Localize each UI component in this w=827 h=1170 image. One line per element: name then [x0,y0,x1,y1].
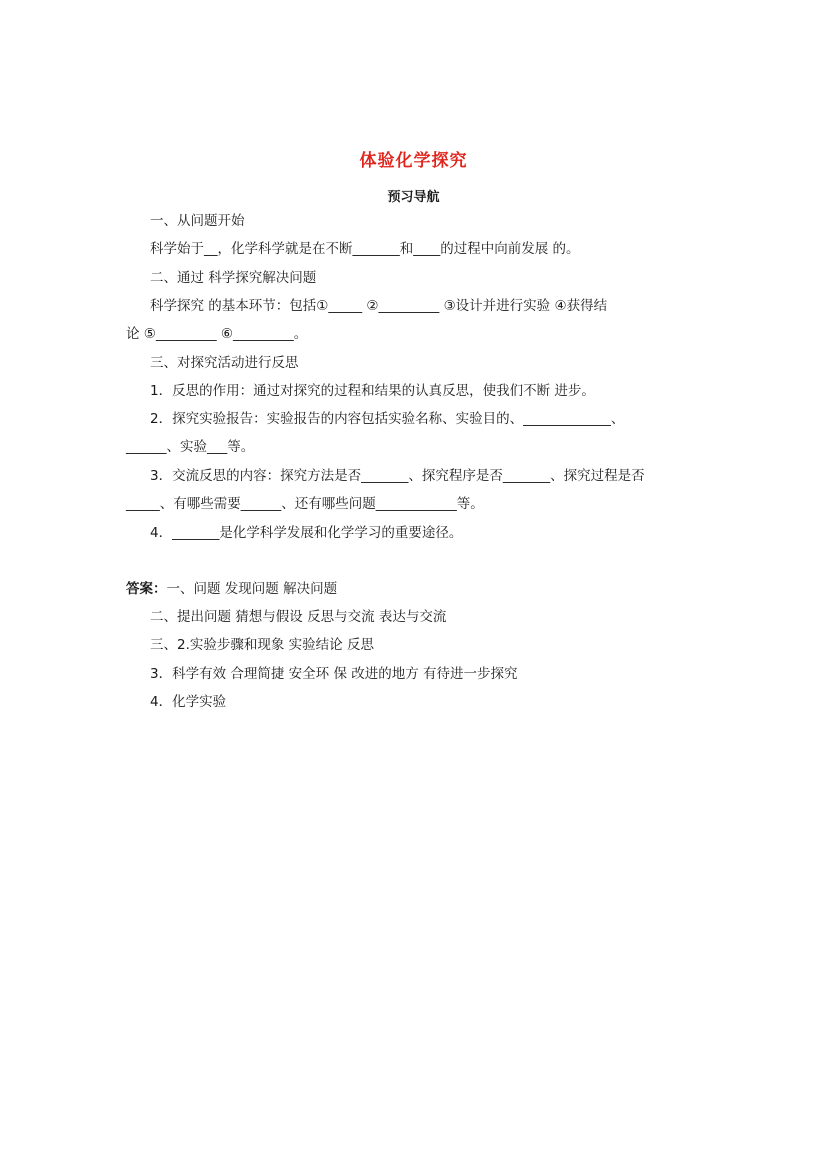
heading-2: 二、通过 科学探究解决问题 [150,270,317,286]
paragraph-line: 1．反思的作用：通过对探究的过程和结果的认真反思，使我们不断 进步。 [150,383,595,399]
paragraph-line: 2．探究实验报告：实验报告的内容包括实验名称、实验目的、_____________、 [150,411,625,427]
answer-line [126,580,337,598]
paragraph-line: 3．交流反思的内容：探究方法是否_______、探究程序是否_______、探究过程是否 [150,468,645,484]
answer-line: 3．科学有效 合理简捷 安全环 保 改进的地方 有待进一步探究 [150,666,518,682]
heading-1: 一、从问题开始 [150,213,245,229]
section-subtitle: 预习导航 [387,190,440,205]
answer-line: 4．化学实验 [150,694,227,710]
paragraph-line: 4．_______是化学科学发展和化学学习的重要途径。 [150,525,463,541]
paragraph-line: 科学探究 的基本环节：包括①_____ ②_________ ③设计并进行实验 ④获得结 [150,298,608,314]
paragraph-line: 论 ⑤_________ ⑥_________。 [126,326,308,342]
paragraph-line: _____、有哪些需要______、还有哪些问题____________等。 [126,496,484,512]
document-title: 体验化学探究 [359,151,468,171]
paragraph-line: 科学始于__，化学科学就是在不断_______和____的过程中向前发展 的。 [150,241,580,257]
heading-3: 三、对探究活动进行反思 [150,355,299,371]
answer-text: 一、问题 发现问题 解决问题 [166,581,338,597]
answer-line: 三、2.实验步骤和现象 实验结论 反思 [150,637,374,653]
answer-line: 二、提出问题 猜想与假设 反思与交流 表达与交流 [150,609,447,625]
answer-label: 答案： [126,581,167,597]
paragraph-line: ______、实验___等。 [126,439,255,455]
